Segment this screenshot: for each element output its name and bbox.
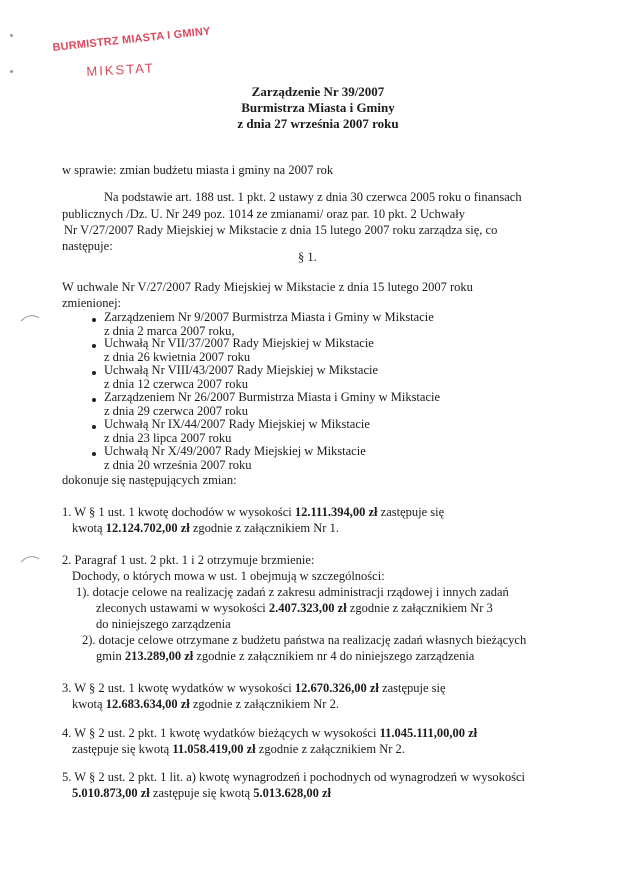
bullet-icon xyxy=(92,398,96,402)
changes-intro: dokonuje się następujących zmian: xyxy=(62,473,237,487)
text: kwotą xyxy=(72,521,106,535)
change-item-2-line: 2). dotacje celowe otrzymane z budżetu państwa na realizację zadań własnych bieżących xyxy=(82,633,527,647)
stamp-town: MIKSTAT xyxy=(86,60,156,79)
change-item-4-cont xyxy=(72,742,405,757)
basis-line: następuje: xyxy=(62,239,113,253)
list-item: Uchwałą Nr IX/44/2007 Rady Miejskiej w Mikstacie xyxy=(104,417,370,431)
change-item-2-line: 1). dotacje celowe na realizację zadań z zakresu administracji rządowej i innych zadań xyxy=(76,585,509,599)
stamp-office: BURMISTRZ MIASTA I GMINY xyxy=(52,25,212,54)
hole-punch-mark xyxy=(20,312,40,322)
bullet-icon xyxy=(92,344,96,348)
amount: 213.289,00 zł xyxy=(124,649,194,663)
amount: 11.058.419,00 zł xyxy=(172,742,256,756)
change-item-2-line xyxy=(96,649,474,664)
change-item-3 xyxy=(62,681,446,696)
amount: 11.045.111,00,00 zł xyxy=(379,726,478,740)
text: 3. W § 2 ust. 1 kwotę wydatków w wysokości xyxy=(62,681,295,695)
amount: 5.013.628,00 zł xyxy=(253,786,331,800)
amount: 12.111.394,00 zł xyxy=(294,505,378,519)
list-item: Uchwałą Nr VII/37/2007 Rady Miejskiej w Mikstacie xyxy=(104,336,374,350)
list-item-date: z dnia 20 września 2007 roku xyxy=(104,458,252,472)
amount: 12.124.702,00 zł xyxy=(105,521,190,535)
change-item-1-cont xyxy=(72,521,339,536)
change-item-2: 2. Paragraf 1 ust. 2 pkt. 1 i 2 otrzymuje brzmienie: xyxy=(62,553,315,567)
text: zgodnie z załącznikiem nr 4 do niniejszego zarządzenia xyxy=(193,649,475,663)
amount: 12.683.634,00 zł xyxy=(105,697,190,711)
text: zgodnie z załącznikiem Nr 2. xyxy=(255,742,405,756)
change-item-5-cont xyxy=(72,786,331,801)
list-item-date: z dnia 29 czerwca 2007 roku xyxy=(104,404,249,418)
document-title: Zarządzenie Nr 39/2007 xyxy=(251,84,385,99)
bullet-icon xyxy=(92,318,96,322)
amount: 2.407.323,00 zł xyxy=(268,601,347,615)
subject-line: w sprawie: zmian budżetu miasta i gminy na 2007 rok xyxy=(62,163,334,177)
basis-line: Na podstawie art. 188 ust. 1 pkt. 2 ustawy z dnia 30 czerwca 2005 roku o finansach xyxy=(104,190,522,204)
intro-line: W uchwale Nr V/27/2007 Rady Miejskiej w Mikstacie z dnia 15 lutego 2007 roku xyxy=(62,280,473,294)
intro-line: zmienionej: xyxy=(62,296,122,310)
change-item-4 xyxy=(62,726,477,741)
text: zgodnie z załącznikiem Nr 3 xyxy=(346,601,493,615)
list-item-date: z dnia 2 marca 2007 roku, xyxy=(104,324,235,338)
bullet-icon xyxy=(92,452,96,456)
text: zastępuje się kwotą xyxy=(72,742,173,756)
change-item-3-cont xyxy=(72,697,339,712)
text: kwotą xyxy=(72,697,106,711)
scan-mark xyxy=(10,34,13,37)
document-date: z dnia 27 września 2007 roku xyxy=(237,116,399,131)
list-item: Zarządzeniem Nr 26/2007 Burmistrza Miasta i Gminy w Mikstacie xyxy=(104,390,441,404)
text: 4. W § 2 ust. 2 pkt. 1 kwotę wydatków bieżących w wysokości xyxy=(62,726,380,740)
change-item-1 xyxy=(62,505,444,520)
text: zgodnie z załącznikiem Nr 2. xyxy=(189,697,339,711)
change-item-2-line: Dochody, o których mowa w ust. 1 obejmują w szczególności: xyxy=(72,569,385,583)
bullet-icon xyxy=(92,371,96,375)
list-item: Zarządzeniem Nr 9/2007 Burmistrza Miasta i Gminy w Mikstacie xyxy=(104,310,434,324)
change-item-2-line xyxy=(96,601,493,616)
text: zastępuje się xyxy=(377,505,445,519)
change-item-5: 5. W § 2 ust. 2 pkt. 1 lit. a) kwotę wynagrodzeń i pochodnych od wynagrodzeń w wysokości xyxy=(62,770,526,784)
basis-line: Nr V/27/2007 Rady Miejskiej w Mikstacie z dnia 15 lutego 2007 roku zarządza się, co xyxy=(64,223,498,237)
amount: 5.010.873,00 zł xyxy=(72,786,150,800)
text: gmin xyxy=(96,649,125,663)
text: zastępuje się xyxy=(378,681,446,695)
basis-line: publicznych /Dz. U. Nr 249 poz. 1014 ze zmianami/ oraz par. 10 pkt. 2 Uchwały xyxy=(62,207,466,221)
change-item-2-line: do niniejszego zarządzenia xyxy=(96,617,231,631)
amount: 12.670.326,00 zł xyxy=(294,681,379,695)
list-item-date: z dnia 26 kwietnia 2007 roku xyxy=(104,350,251,364)
list-item: Uchwałą Nr X/49/2007 Rady Miejskiej w Mikstacie xyxy=(104,444,366,458)
text: zastępuje się kwotą xyxy=(149,786,254,800)
list-item-date: z dnia 23 lipca 2007 roku xyxy=(104,431,232,445)
section-mark: § 1. xyxy=(298,250,317,264)
text: 1. W § 1 ust. 1 kwotę dochodów w wysokości xyxy=(62,505,295,519)
list-item-date: z dnia 12 czerwca 2007 roku xyxy=(104,377,249,391)
list-item: Uchwałą Nr VIII/43/2007 Rady Miejskiej w Mikstacie xyxy=(104,363,379,377)
text: zgodnie z załącznikiem Nr 1. xyxy=(189,521,339,535)
bullet-icon xyxy=(92,425,96,429)
hole-punch-mark xyxy=(20,553,40,563)
scan-mark xyxy=(10,70,13,73)
text: zleconych ustawami w wysokości xyxy=(96,601,269,615)
document-issuer: Burmistrza Miasta i Gminy xyxy=(241,100,395,115)
